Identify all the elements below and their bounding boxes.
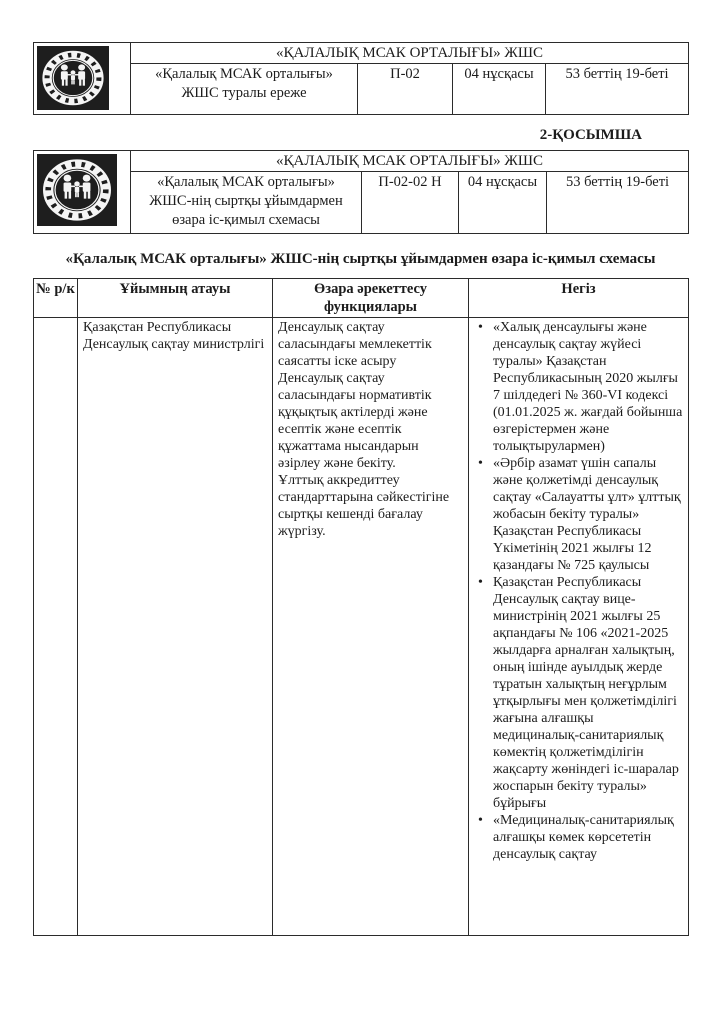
header-table-2-title-row (34, 151, 689, 172)
function-paragraph: Денсаулық сақтау саласындағы нормативтік құқықтық актілерді және есептік және есептік құжаттама нысандарын әзірлеу және бекіту. (278, 371, 432, 471)
doc-pages: 53 беттің 19-беті (547, 172, 689, 234)
bullet-icon: • (478, 813, 483, 828)
header-table-1 (33, 42, 689, 115)
col-header-basis: Негіз (469, 279, 689, 318)
header-table-1-info-row (34, 64, 689, 115)
bullet-icon: • (478, 456, 483, 471)
org-title: «ҚАЛАЛЫҚ МСАК ОРТАЛЫҒЫ» ЖШС (131, 151, 689, 172)
page-content (33, 0, 688, 936)
family-logo-icon (37, 46, 109, 110)
doc-name: «Қалалық МСАК орталығы» ЖШС-нің сыртқы ұйымдармен өзара іс-қимыл схемасы (131, 172, 362, 234)
doc-version: 04 нұсқасы (459, 172, 547, 234)
basis-item (469, 574, 686, 812)
header-table-2-info-row (34, 172, 689, 234)
function-paragraph: Ұлттық аккредиттеу стандарттарына сәйкестігіне сыртқы кешенді бағалау жүргізу. (278, 473, 450, 539)
bullet-icon: • (478, 575, 483, 590)
doc-version: 04 нұсқасы (453, 64, 546, 115)
basis-item (469, 812, 686, 863)
family-logo-icon (37, 154, 117, 226)
doc-name: «Қалалық МСАК орталығы» ЖШС туралы ереже (131, 64, 358, 115)
main-table-header-row (34, 279, 689, 318)
org-title: «ҚАЛАЛЫҚ МСАК ОРТАЛЫҒЫ» ЖШС (131, 43, 689, 64)
header-table-1-title-row (34, 43, 689, 64)
logo-cell (34, 43, 131, 115)
row-number-cell (34, 318, 78, 936)
function-paragraph: Денсаулық сақтау саласындағы мемлекеттік саясатты іске асыру (278, 320, 432, 369)
col-header-functions: Өзара әрекеттесу функциялары (273, 279, 469, 318)
col-header-number: № р/к (34, 279, 78, 318)
appendix-heading: 2-ҚОСЫМША (539, 127, 642, 143)
bullet-icon: • (478, 320, 483, 335)
header-table-2 (33, 150, 689, 234)
interaction-scheme-table (33, 278, 689, 936)
col-header-organization: Ұйымның атауы (78, 279, 273, 318)
basis-item-text: Қазақстан Республикасы Денсаулық сақтау вице-министрінің 2021 жылғы 25 ақпандағы № 106 «2021-2025 жылдарға арналған халықтың, оның ішінде ауылдық жерде тұратын халықтың неғұрлым ұтқырлығы мен қолжетімділігі жағына алғашқы медициналық-санитариялық көмектің қолжетімділігін жақсарту жөніндегі іс-шаралар жоспарын бекіту туралы» бұйрығы (493, 575, 679, 811)
doc-pages: 53 беттің 19-беті (546, 64, 689, 115)
basis-item-text: «Халық денсаулығы және денсаулық сақтау жүйесі туралы» Қазақстан Республикасының 2020 жылғы 7 шілдедегі № 360-VI кодексі (01.01.2025 ж. жағдай бойынша өзгерістермен және толықтырулармен) (493, 320, 683, 454)
logo-cell (34, 151, 131, 234)
doc-code: П-02-02 Н (362, 172, 459, 234)
doc-code: П-02 (358, 64, 453, 115)
functions-cell (273, 318, 469, 936)
basis-item-text: «Медициналық-санитариялық алғашқы көмек көрсететін денсаулық сақтау (493, 813, 674, 862)
basis-item (469, 319, 686, 455)
section-title: «Қалалық МСАК орталығы» ЖШС-нің сыртқы ұйымдармен өзара іс-қимыл схемасы (65, 251, 656, 267)
basis-cell (469, 318, 689, 936)
basis-item (469, 455, 686, 574)
organization-cell: Қазақстан Республикасы Денсаулық сақтау министрлігі (78, 318, 273, 936)
basis-item-text: «Әрбір азамат үшін сапалы және қолжетімді денсаулық сақтау «Салауатты ұлт» ұлттық жобасын бекіту туралы» Қазақстан Республикасы Үкіметінің 2021 жылғы 12 қазандағы № 725 қаулысы (493, 456, 681, 573)
table-row (34, 318, 689, 936)
